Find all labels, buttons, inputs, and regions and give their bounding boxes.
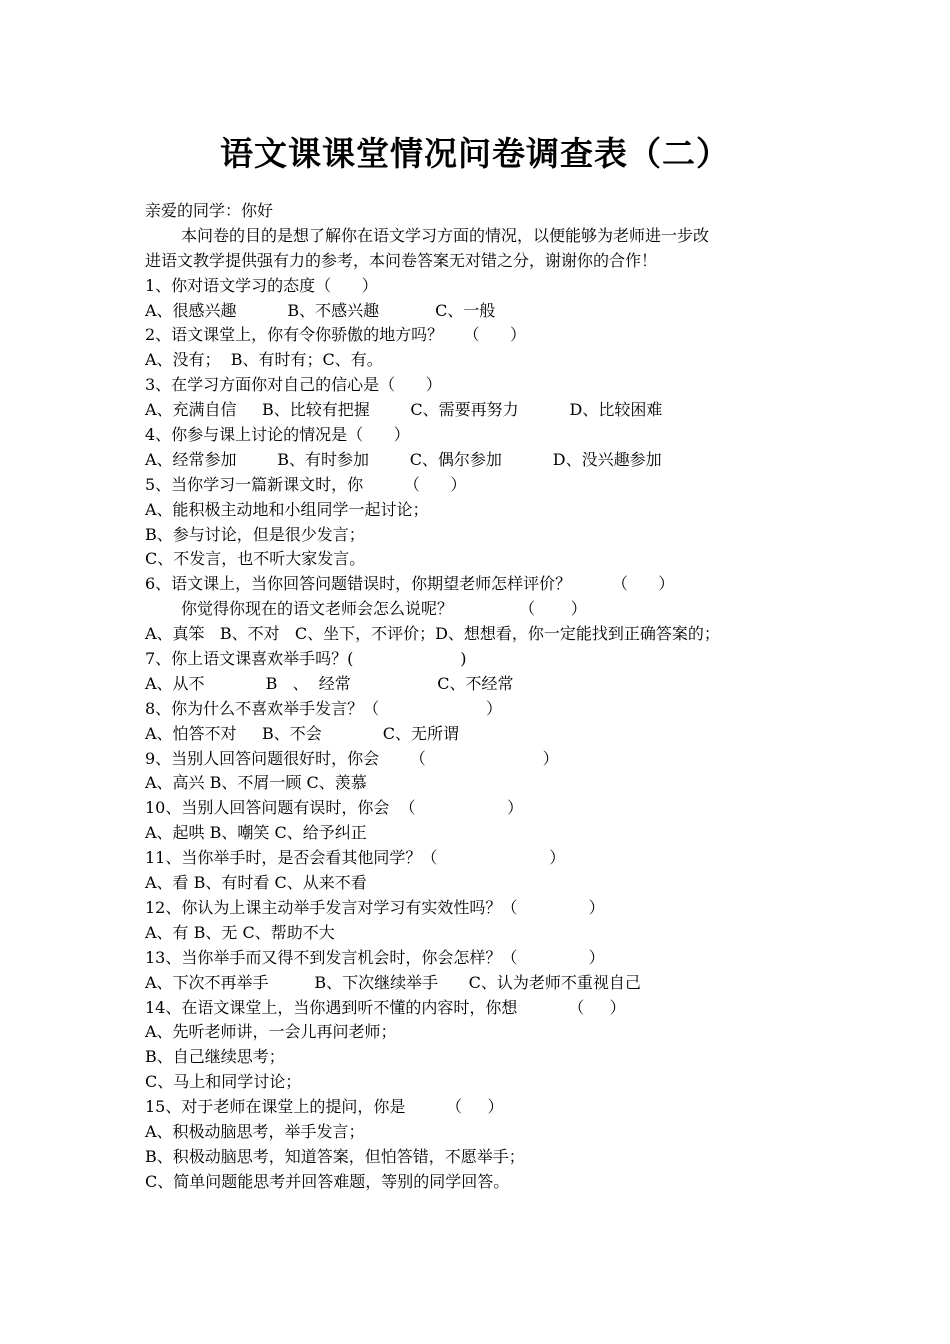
q6-subquestion: 你觉得你现在的语文老师会怎么说呢？ （ ） — [181, 599, 587, 619]
q13-question: 13、当你举手而又得不到发言机会时，你会怎样？（ ） — [145, 947, 605, 967]
q5-option-c: C、不发言，也不听大家发言。 — [145, 549, 366, 569]
q6-options: A、真笨 B、不对 C、坐下，不评价；D、想想看，你一定能找到正确答案的； — [145, 624, 720, 644]
q6-question: 6、语文课上，当你回答问题错误时，你期望老师怎样评价？ （ ） — [145, 574, 675, 594]
q15-option-a: A、积极动脑思考，举手发言； — [145, 1121, 365, 1141]
q1-question: 1、你对语文学习的态度（ ） — [145, 275, 378, 295]
q14-option-b: B、自己继续思考； — [145, 1047, 285, 1067]
document-title: 语文课课堂情况问卷调查表（二） — [220, 134, 730, 173]
q8-options: A、怕答不对 B、不会 C、无所谓 — [145, 723, 460, 743]
q10-options: A、起哄 B、嘲笑 C、给予纠正 — [145, 823, 367, 843]
q11-question: 11、当你举手时，是否会看其他同学？（ ） — [145, 848, 566, 868]
q7-question: 7、你上语文课喜欢举手吗？( ) — [145, 649, 467, 669]
greeting: 亲爱的同学：你好 — [145, 201, 274, 220]
q10-question: 10、当别人回答问题有误时，你会 （ ） — [145, 798, 524, 818]
questionnaire-body — [145, 199, 815, 1195]
q15-option-b: B、积极动脑思考，知道答案，但怕答错，不愿举手； — [145, 1146, 525, 1166]
q13-options: A、下次不再举手 B、下次继续举手 C、认为老师不重视自己 — [145, 972, 641, 992]
q3-question: 3、在学习方面你对自己的信心是（ ） — [145, 375, 442, 395]
q4-question: 4、你参与课上讨论的情况是（ ） — [145, 425, 410, 445]
q9-question: 9、当别人回答问题很好时，你会 （ ） — [145, 748, 559, 768]
q5-option-b: B、参与讨论，但是很少发言； — [145, 524, 365, 544]
q15-question: 15、对于老师在课堂上的提问，你是 （ ） — [145, 1097, 504, 1117]
q14-option-a: A、先听老师讲，一会儿再问老师； — [145, 1022, 397, 1042]
q14-option-c: C、马上和同学讨论； — [145, 1072, 302, 1092]
q9-options: A、高兴 B、不屑一顾 C、羡慕 — [145, 773, 367, 793]
q2-options: A、没有； B、有时有；C、有。 — [145, 350, 383, 370]
intro-line-1: 本问卷的目的是想了解你在语文学习方面的情况，以便能够为老师进一步改 — [181, 225, 710, 245]
q7-options: A、从不 B 、 经常 C、不经常 — [145, 673, 514, 693]
q15-option-c: C、简单问题能思考并回答难题，等别的同学回答。 — [145, 1171, 510, 1191]
q11-options: A、看 B、有时看 C、从来不看 — [145, 873, 367, 893]
q14-question: 14、在语文课堂上，当你遇到听不懂的内容时，你想 （ ） — [145, 997, 626, 1017]
q3-options: A、充满自信 B、比较有把握 C、需要再努力 D、比较困难 — [145, 400, 663, 420]
q5-question: 5、当你学习一篇新课文时，你 （ ） — [145, 474, 467, 494]
q12-options: A、有 B、无 C、帮助不大 — [145, 922, 335, 942]
q5-option-a: A、能积极主动地和小组同学一起讨论； — [145, 499, 429, 519]
q2-question: 2、语文课堂上，你有令你骄傲的地方吗？ （ ） — [145, 325, 527, 345]
q8-question: 8、你为什么不喜欢举手发言？（ ） — [145, 698, 502, 718]
q12-question: 12、你认为上课主动举手发言对学习有实效性吗？（ ） — [145, 897, 605, 917]
q1-options: A、很感兴趣 B、不感兴趣 C、一般 — [145, 300, 496, 320]
q4-options: A、经常参加 B、有时参加 C、偶尔参加 D、没兴趣参加 — [145, 449, 662, 469]
intro-line-2: 进语文教学提供强有力的参考，本问卷答案无对错之分，谢谢你的合作！ — [145, 250, 658, 270]
